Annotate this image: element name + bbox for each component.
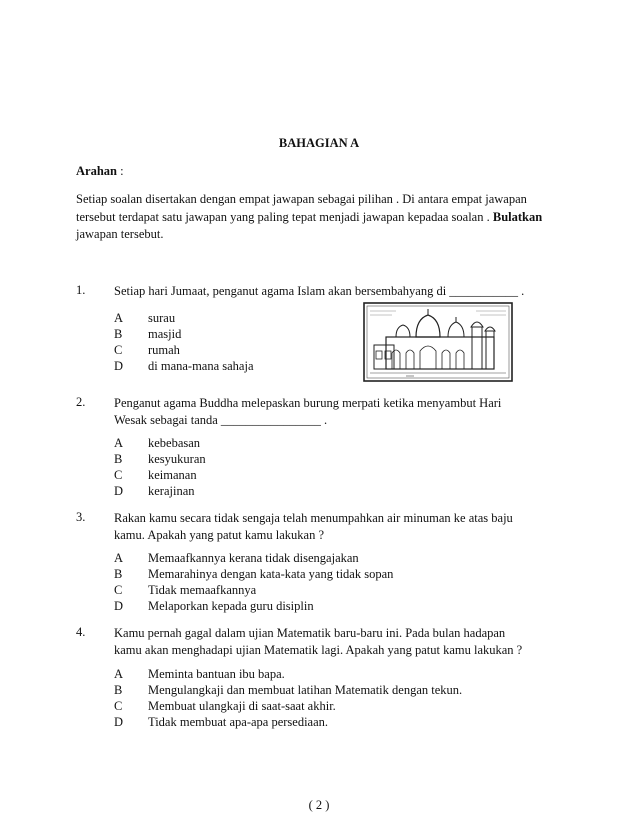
option-text: kesyukuran xyxy=(148,452,206,466)
option-text: rumah xyxy=(148,343,180,357)
option-text: Memarahinya dengan kata-kata yang tidak sopan xyxy=(148,567,394,581)
option xyxy=(114,682,462,699)
option xyxy=(114,598,314,615)
option xyxy=(114,566,393,583)
option xyxy=(114,310,175,327)
section-title: BAHAGIAN A xyxy=(278,136,360,150)
option xyxy=(114,358,254,375)
option-text: Memaafkannya kerana tidak disengajakan xyxy=(148,551,359,565)
option xyxy=(114,342,180,359)
question-number: 2. xyxy=(76,395,86,409)
option-letter: D xyxy=(114,715,124,729)
option-text: Tidak memaafkannya xyxy=(148,583,257,597)
option-text: keimanan xyxy=(148,468,197,482)
option xyxy=(114,435,200,452)
option-text: masjid xyxy=(148,327,182,341)
option-letter: A xyxy=(114,311,124,325)
option-text: Membuat ulangkaji di saat-saat akhir. xyxy=(148,699,336,713)
question-text: Rakan kamu secara tidak sengaja telah menumpahkan air minuman ke atas baju kamu. Apakah yang patut kamu lakukan ? xyxy=(114,511,513,542)
arahan-label: Arahan xyxy=(76,164,117,178)
option-letter: A xyxy=(114,551,124,565)
question-number: 3. xyxy=(76,510,86,524)
option-letter: A xyxy=(114,667,124,681)
instruction-text: Setiap soalan disertakan dengan empat jawapan sebagai pilihan . Di antara empat jawapan tersebut terdapat satu jawapan yang paling tepat menjadi jawapan kepadaa soalan . xyxy=(76,192,527,224)
option-letter: C xyxy=(114,583,123,597)
question-text: Penganut agama Buddha melepaskan burung merpati ketika menyambut Hari Wesak sebagai tanda ________________ . xyxy=(114,396,502,427)
option-letter: D xyxy=(114,359,124,373)
option-text: di mana-mana sahaja xyxy=(148,359,254,373)
option xyxy=(114,467,197,484)
option-text: Meminta bantuan ibu bapa. xyxy=(148,667,285,681)
option-text: kerajinan xyxy=(148,484,195,498)
mosque-illustration xyxy=(356,297,516,385)
option-text: Tidak membuat apa-apa persediaan. xyxy=(148,715,329,729)
option xyxy=(114,483,195,500)
option-text: surau xyxy=(148,311,176,325)
option-letter: B xyxy=(114,567,123,581)
option-letter: B xyxy=(114,327,123,341)
question-text: Kamu pernah gagal dalam ujian Matematik baru-baru ini. Pada bulan hadapan kamu akan menghadapi ujian Matematik lagi. Apakah yang patut kamu lakukan ? xyxy=(114,626,523,657)
option xyxy=(114,326,181,343)
question-text: Setiap hari Jumaat, penganut agama Islam akan bersembahyang di ___________ . xyxy=(114,284,525,298)
instruction-bold: Bulatkan xyxy=(492,209,543,224)
arahan-suffix: : xyxy=(116,164,124,178)
option-text: Melaporkan kepada guru disiplin xyxy=(148,599,314,613)
question-number: 1. xyxy=(76,283,86,297)
instruction-text-end: jawapan tersebut. xyxy=(76,227,164,241)
question-number: 4. xyxy=(76,625,86,639)
option xyxy=(114,666,285,683)
option xyxy=(114,582,256,599)
option-letter: C xyxy=(114,699,123,713)
option-letter: C xyxy=(114,468,123,482)
arahan-heading xyxy=(76,164,124,179)
option-text: Mengulangkaji dan membuat latihan Matematik dengan tekun. xyxy=(148,683,463,697)
option-text: kebebasan xyxy=(148,436,201,450)
option xyxy=(114,714,328,731)
option-letter: A xyxy=(114,436,124,450)
instruction-paragraph xyxy=(76,191,556,244)
page-number: ( 2 ) xyxy=(308,798,330,812)
option-letter: B xyxy=(114,683,123,697)
option-letter: B xyxy=(114,452,123,466)
option xyxy=(114,451,206,468)
option-letter: D xyxy=(114,599,124,613)
option xyxy=(114,698,336,715)
option-letter: C xyxy=(114,343,123,357)
option xyxy=(114,550,359,567)
option-letter: D xyxy=(114,484,124,498)
